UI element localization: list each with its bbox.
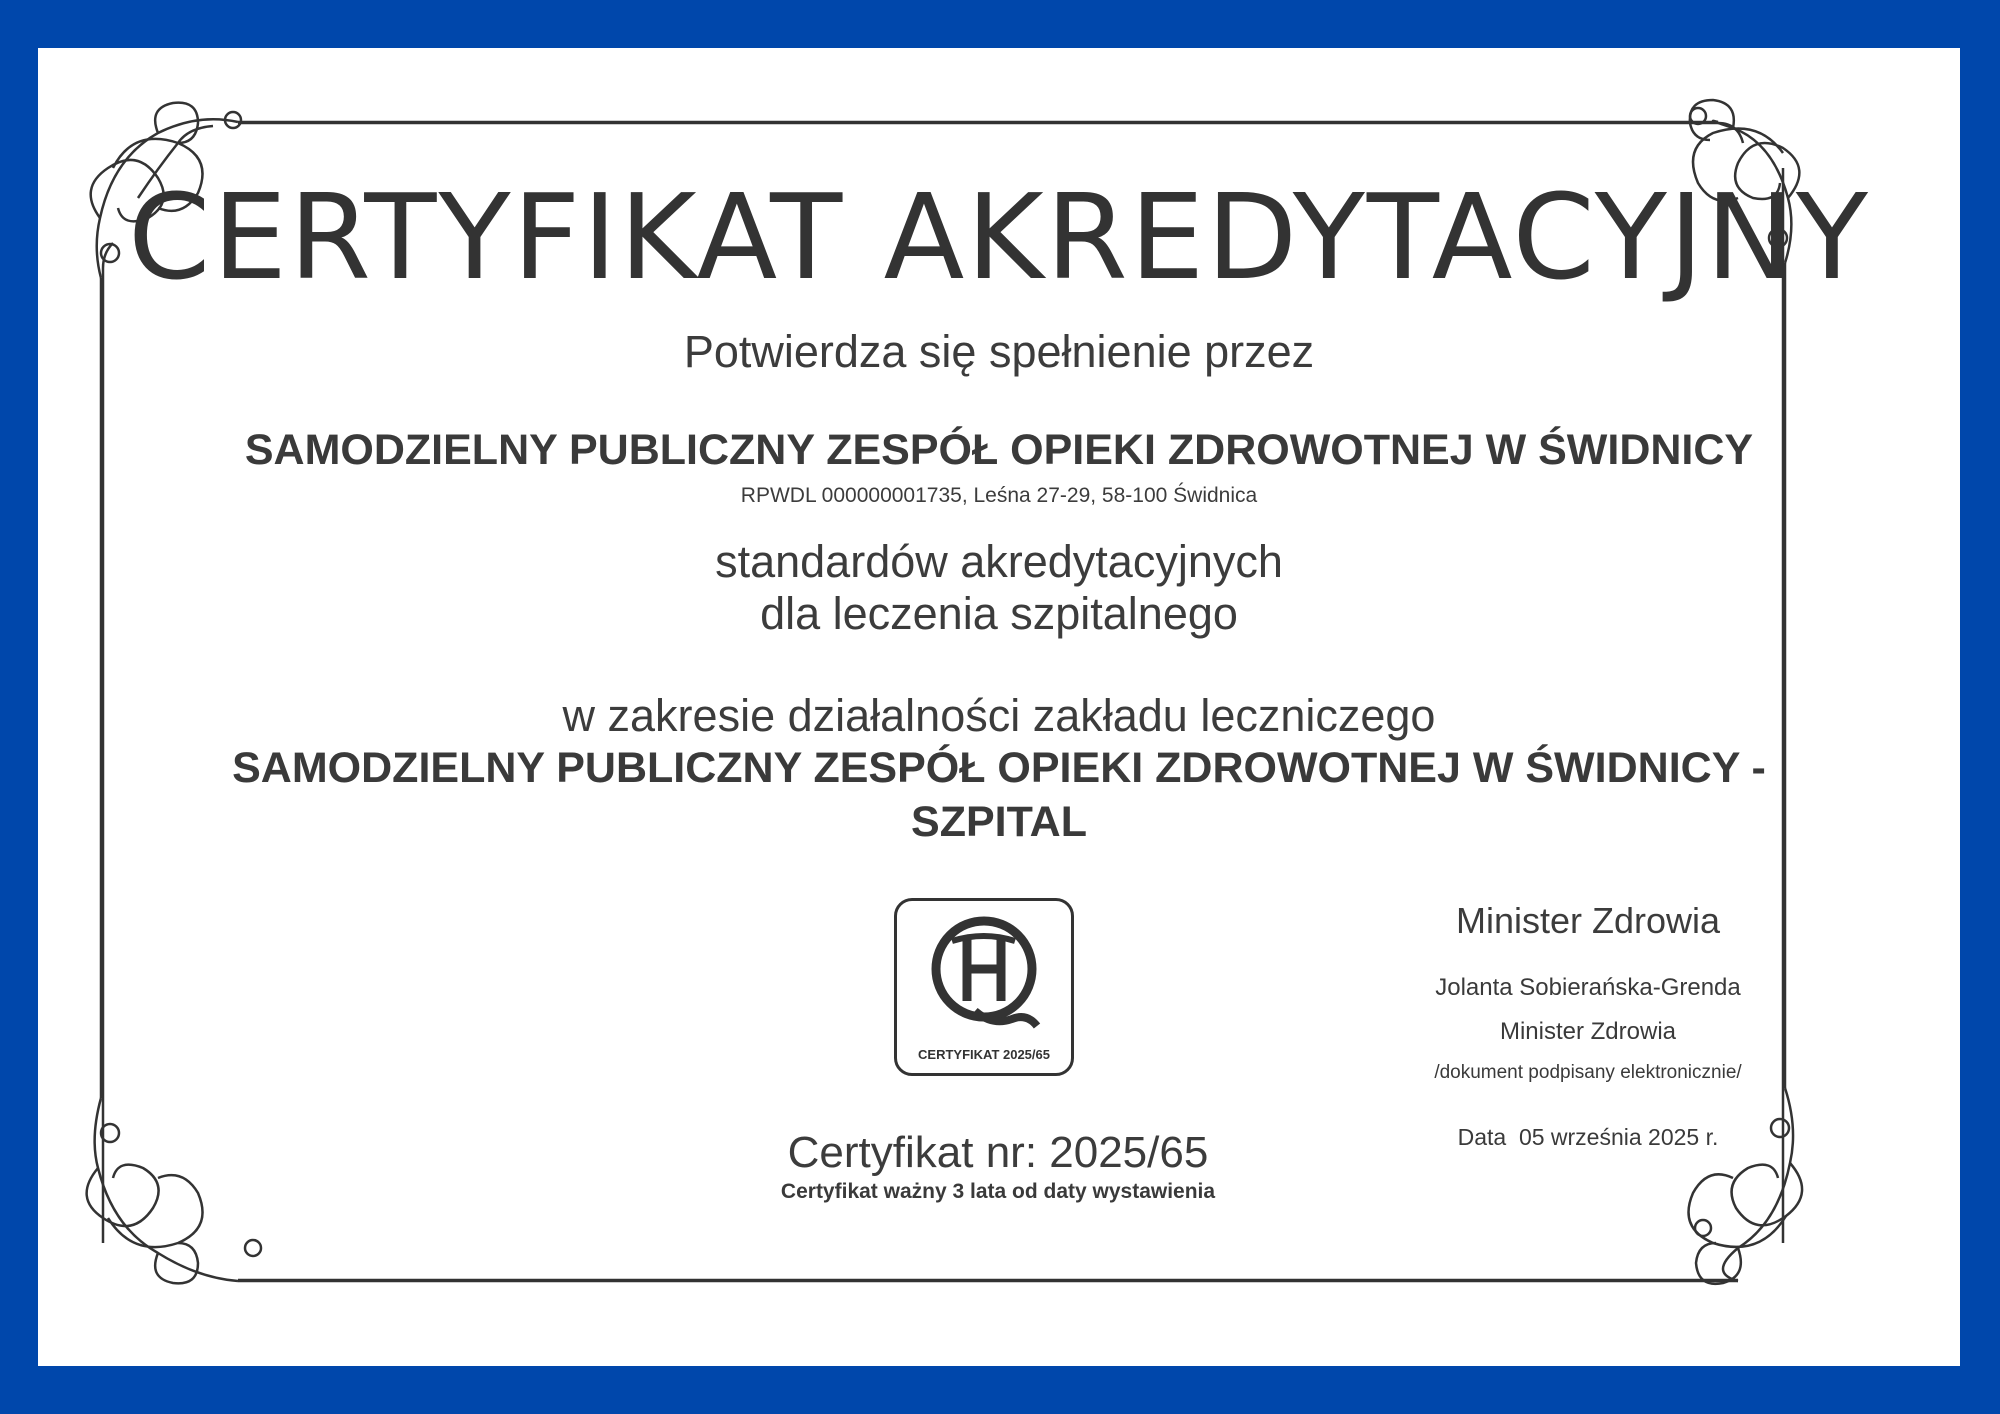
signatory-role: Minister Zdrowia (1499, 1018, 1677, 1045)
scope-entity-line-1: SAMODZIELNY PUBLICZNY ZESPÓŁ OPIEKI ZDROWOTNEJ W ŚWIDNICY - (232, 744, 1766, 792)
certificate-title: CERTYFIKAT AKREDYTACYJNY (128, 168, 1870, 306)
signatory-name: Jolanta Sobierańska-Grenda (1435, 974, 1741, 1001)
entity-details: RPWDL 000000001735, Leśna 27-29, 58-100 Świdnica (740, 484, 1258, 507)
accreditation-logo (894, 898, 1074, 1076)
signature-office: Minister Zdrowia (1455, 900, 1721, 941)
certificate-page (38, 48, 1960, 1366)
entity-name: SAMODZIELNY PUBLICZNY ZESPÓŁ OPIEKI ZDROWOTNEJ W ŚWIDNICY (244, 426, 1754, 474)
certificate-validity: Certyfikat ważny 3 lata od daty wystawienia (780, 1180, 1216, 1203)
standards-line-2: dla leczenia szpitalnego (760, 588, 1238, 639)
signature-note: /dokument podpisany elektronicznie/ (1434, 1062, 1742, 1083)
corner-flourish-bottom-left (87, 1098, 261, 1283)
scope-line: w zakresie działalności zakładu leczniczego (562, 690, 1436, 741)
confirm-line: Potwierdza się spełnienie przez (683, 326, 1315, 377)
scope-entity-line-2: SZPITAL (911, 798, 1087, 846)
issue-date: Data 05 września 2025 r. (1457, 1124, 1719, 1150)
corner-flourish-bottom-right (1689, 1088, 1803, 1284)
certificate-number: Certyfikat nr: 2025/65 (787, 1128, 1209, 1177)
logo-caption: CERTYFIKAT 2025/65 (918, 1047, 1050, 1062)
standards-line-1: standardów akredytacyjnych (715, 536, 1283, 587)
